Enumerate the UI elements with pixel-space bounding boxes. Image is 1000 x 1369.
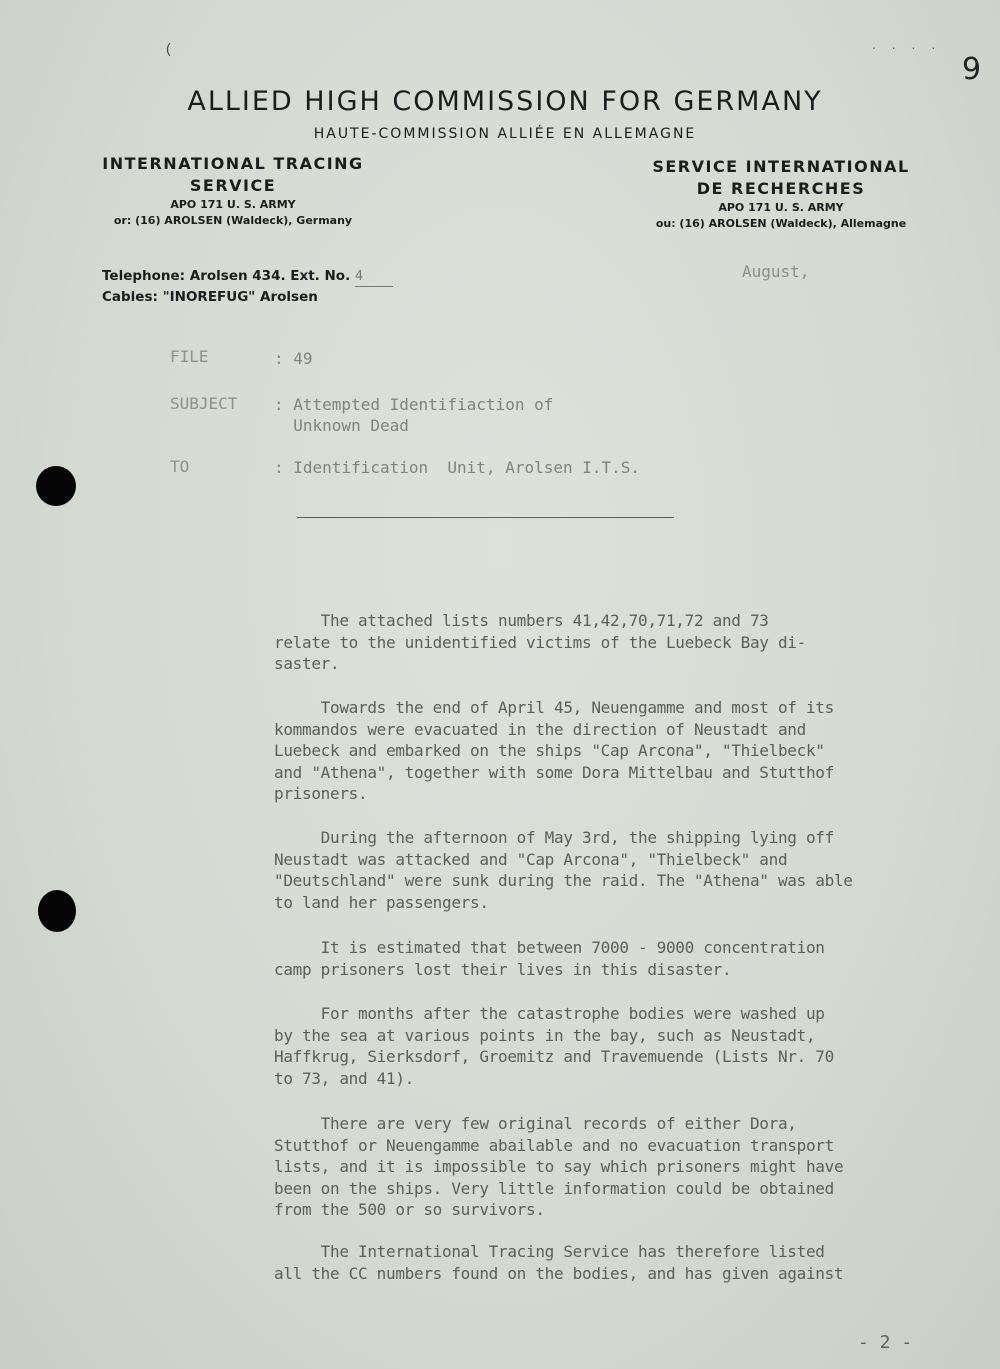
org-name-line2: DE RECHERCHES — [696, 179, 866, 198]
org-name-line1: INTERNATIONAL TRACING — [102, 154, 364, 173]
org-name-line1: SERVICE INTERNATIONAL — [652, 157, 910, 176]
paragraph-6: There are very few original records of either Dora, Stutthof or Neuengamme abailable and no evacuation transport lists, and it is impossible to say which prisoners might have been on the ships. Very little information could be obtained from the 500 or so survivors. — [274, 1114, 844, 1220]
file-label: FILE — [170, 347, 209, 366]
paragraph-2: Towards the end of April 45, Neuengamme and most of its kommandos were evacuated in the direction of Neustadt and Luebeck and embarked on the ships "Cap Arcona", "Thielbeck" and "Athena", together with some Dora Mittelbau and Stutthof prisoners. — [274, 698, 834, 804]
page-number: 9 — [962, 52, 982, 87]
letterhead-subtitle: HAUTE-COMMISSION ALLIÉE EN ALLEMAGNE — [313, 126, 697, 142]
letterhead-title: ALLIED HIGH COMMISSION FOR GERMANY — [187, 86, 823, 117]
continuation-page-marker: - 2 - — [858, 1332, 913, 1353]
org-block-french — [650, 156, 912, 232]
telephone-label: Telephone: Arolsen 434. Ext. No. — [102, 268, 351, 284]
cables-line: Cables: "INOREFUG" Arolsen — [102, 289, 318, 305]
paragraph-7: The International Tracing Service has therefore listed all the CC numbers found on the bodies, and has given against — [274, 1242, 844, 1283]
corner-marks: . . . . — [872, 36, 942, 52]
paragraph-1: The attached lists numbers 41,42,70,71,72 and 73 relate to the unidentified victims of the Luebeck Bay di- saster. — [274, 611, 806, 674]
subject-value-line2: Unknown Dead — [274, 416, 409, 435]
contact-info — [102, 266, 393, 307]
telephone-line — [102, 266, 393, 287]
org-name-line2: SERVICE — [189, 176, 277, 195]
paragraph-3: During the afternoon of May 3rd, the shipping lying off Neustadt was attacked and "Cap Arcona", "Thielbeck" and "Deutschland" were sunk during the raid. The "Athena" was able to land her passengers. — [274, 828, 853, 912]
margin-tick: ( — [166, 40, 171, 56]
org-address: or: (16) AROLSEN (Waldeck), Germany — [113, 214, 353, 227]
extension-number: 4 — [355, 266, 393, 287]
subject-value-line1: : Attempted Identifiaction of — [274, 395, 554, 414]
org-apo: APO 171 U. S. ARMY — [718, 201, 844, 214]
punch-hole-top — [36, 466, 76, 506]
to-value: : Identification Unit, Arolsen I.T.S. — [274, 458, 641, 477]
org-apo: APO 171 U. S. ARMY — [170, 198, 296, 211]
to-label: TO — [170, 457, 190, 476]
punch-hole-bottom — [38, 890, 76, 932]
paragraph-4: It is estimated that between 7000 - 9000 concentration camp prisoners lost their lives in this disaster. — [274, 938, 825, 979]
paragraph-5: For months after the catastrophe bodies were washed up by the sea at various points in the bay, such as Neustadt, Haffkrug, Sierksdorf, Groemitz and Travemuende (Lists Nr. 70 to 73, and 41). — [274, 1004, 834, 1088]
file-value: : 49 — [274, 349, 313, 368]
org-block-english — [100, 153, 366, 229]
org-address: ou: (16) AROLSEN (Waldeck), Allemagne — [655, 217, 907, 230]
subject-label: SUBJECT — [170, 394, 238, 413]
divider-rule — [297, 517, 674, 518]
letter-date: August, — [742, 262, 810, 281]
